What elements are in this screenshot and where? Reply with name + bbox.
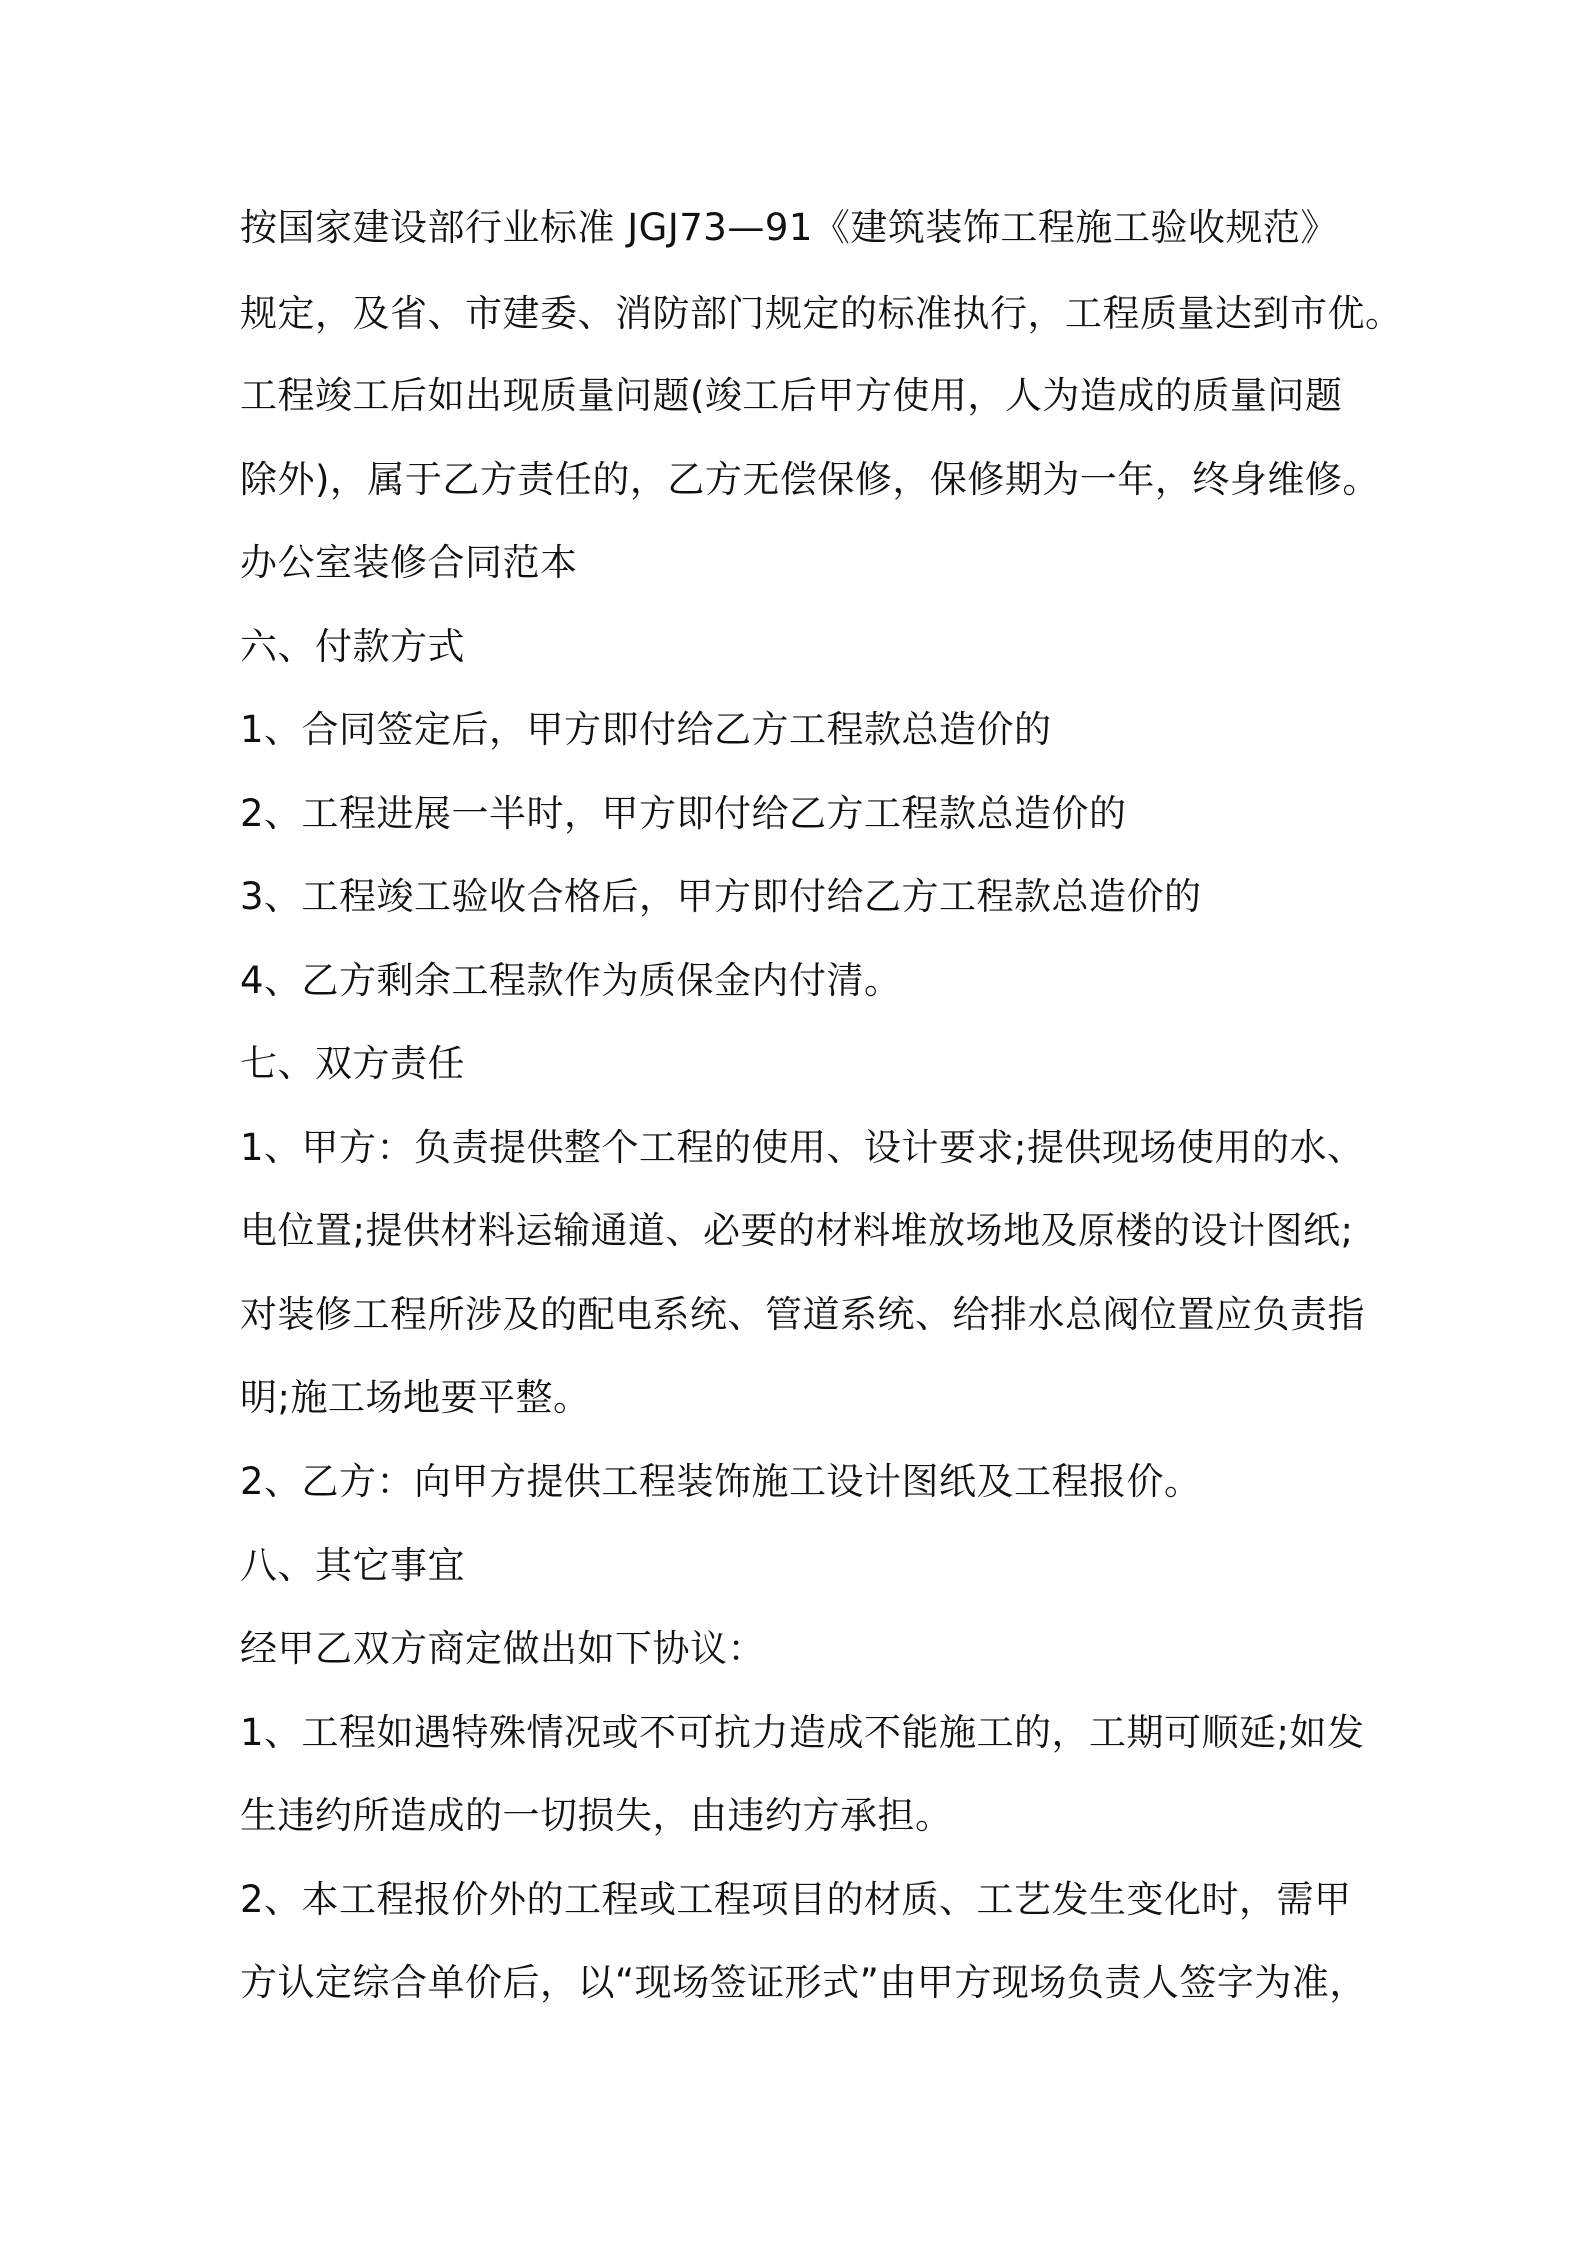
- text-line: 除外)，属于乙方责任的，乙方无偿保修，保修期为一年，终身维修。: [240, 458, 1380, 501]
- text-line: 工程竣工后如出现质量问题(竣工后甲方使用，人为造成的质量问题: [240, 374, 1343, 417]
- text-line: 明;施工场地要平整。: [240, 1376, 591, 1419]
- list-item: 2、本工程报价外的工程或工程项目的材质、工艺发生变化时，需甲: [240, 1878, 1352, 1921]
- text-line: 方认定综合单价后，以“现场签证形式”由甲方现场负责人签字为准，: [240, 1961, 1367, 2004]
- list-item: 3、工程竣工验收合格后，甲方即付给乙方工程款总造价的: [240, 875, 1202, 918]
- list-item: 4、乙方剩余工程款作为质保金内付清。: [240, 959, 902, 1002]
- text-line: 电位置;提供材料运输通道、必要的材料堆放场地及原楼的设计图纸;: [240, 1209, 1354, 1252]
- text-line: 生违约所造成的一切损失，由违约方承担。: [240, 1794, 953, 1837]
- list-item: 1、合同签定后，甲方即付给乙方工程款总造价的: [240, 708, 1052, 751]
- list-item: 1、工程如遇特殊情况或不可抗力造成不能施工的，工期可顺延;如发: [240, 1711, 1365, 1754]
- text-line: 按国家建设部行业标准 JGJ73—91《建筑装饰工程施工验收规范》: [240, 206, 1338, 249]
- section-title: 办公室装修合同范本: [240, 541, 578, 584]
- list-item: 2、工程进展一半时，甲方即付给乙方工程款总造价的: [240, 792, 1127, 835]
- section-heading: 七、双方责任: [240, 1042, 465, 1085]
- text-line: 对装修工程所涉及的配电系统、管道系统、给排水总阀位置应负责指: [240, 1293, 1365, 1336]
- section-heading: 八、其它事宜: [240, 1544, 465, 1587]
- list-item: 1、甲方：负责提供整个工程的使用、设计要求;提供现场使用的水、: [240, 1126, 1365, 1169]
- section-heading: 六、付款方式: [240, 625, 465, 668]
- list-item: 2、乙方：向甲方提供工程装饰施工设计图纸及工程报价。: [240, 1460, 1202, 1503]
- text-line: 经甲乙双方商定做出如下协议：: [240, 1627, 765, 1670]
- text-line: 规定，及省、市建委、消防部门规定的标准执行，工程质量达到市优。: [240, 292, 1403, 335]
